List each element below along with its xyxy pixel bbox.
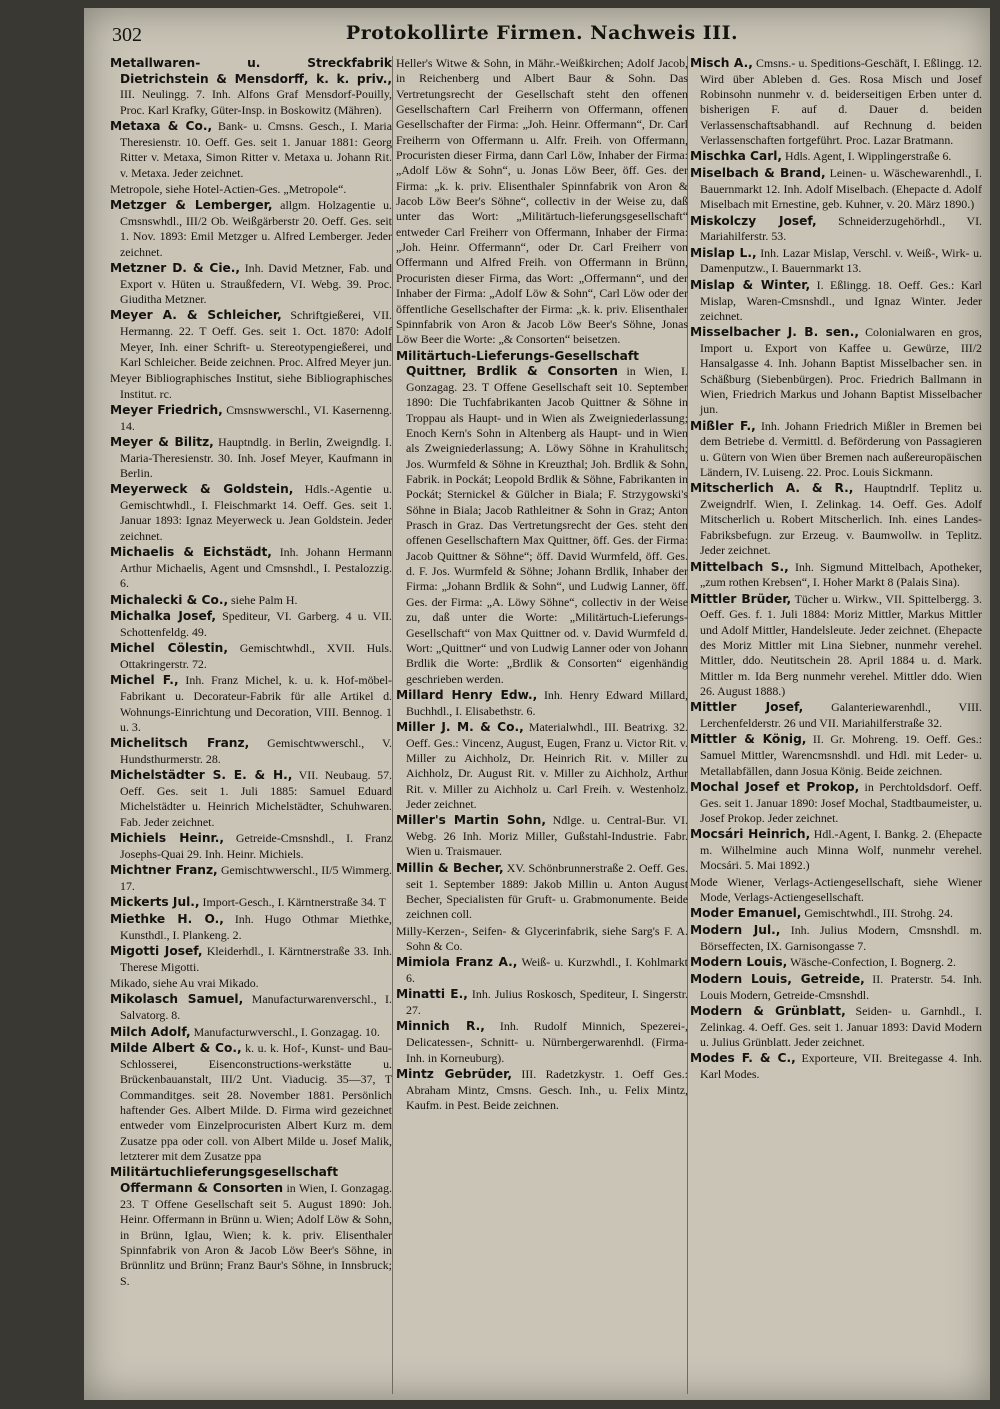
entry-text: Weiß- u. Kurzwhdl., I. Kohlmarkt 6. <box>406 955 688 986</box>
firm-name: Modern & Grünblatt, <box>690 1004 846 1019</box>
entry-text: Milly-Kerzen-, Seifen- & Glycerinfabrik, siehe Sarg's F. A. Sohn & Co. <box>396 923 688 953</box>
entry-text: Kleiderhdl., I. Kärntnerstraße 33. Inh. Therese Migotti. <box>120 944 392 974</box>
firm-name: Minatti E., <box>396 987 468 1002</box>
firm-name: Metallwaren- u. Streckfabrik Dietrichstein & Mensdorff, k. k. priv., <box>110 56 392 86</box>
directory-entry <box>110 119 392 181</box>
directory-entry <box>690 214 982 245</box>
firm-name: Mittler Josef, <box>690 700 804 715</box>
entry-text: Heller's Witwe & Sohn, in Mähr.-Weißkirchen; Adolf Jacob, in Reichenberg und Albert Baur & Sohn. Das Vertretungsrecht der Gesellschaft steht den offenen Gesellschaftern Carl Freiherrn von Offermann, offenen Gesellschafter der Firma: „Joh. Heinr. Offermann“, Dr. Carl Freiherrn von Offermann u. Alfr. Freih. von Offermann, Procuristen dieser Firma, dann Carl Löw, Inhaber der Firma: „Adolf Löw & Sohn“, u. Jonas Löw Beer, öff. Ges. der Firma: „k. k. priv. Elisenthaler Spinnfabrik von Aron & Jacob Löw Beer's Söhne“, collectiv in der Weise zu, daß unter das Wort: „Militärtuch-lieferungsgesellschaft“ entweder Carl Freiherr von Offermann, Inhaber der Firma: „Joh. Heinr. Offermann“, oder Dr. Carl Freiherr von Offermann und Alfred Freih. von Offermann in Brünn, Procuristen dieser Firma, das Wort: „Offermann“, und der Inhaber der Firma: „Adolf Löw & Sohn“, Carl Löw oder der öffentliche Gesellschafter der Firma: „k. k. priv. Elisenthaler Spinnfabrik von Aron & Jacob Löw Beer's Söhne, Jonas Löw Beer die Worte: „& Consorten“ beisetzen. <box>396 56 688 347</box>
directory-entry <box>396 987 688 1018</box>
directory-entry <box>110 308 392 370</box>
firm-name: Mislap L., <box>690 245 757 260</box>
directory-entry <box>690 1004 982 1050</box>
directory-entry <box>690 419 982 481</box>
directory-entry <box>690 592 982 700</box>
firm-name: Michalka Josef, <box>110 609 217 624</box>
entry-text: Hauptndrlf. Teplitz u. Zweigndrlf. Wien, I. Zelinkag. 14. Oeff. Ges. Adolf Mitscherlich u. Robert Mitscherlich. Inh. eines Landes-Fabriksbefugn. zur Erzeug. v. Baumwollw. in Teplitz. Jeder zeichnet. <box>700 481 982 558</box>
firm-name: Miller J. M. & Co., <box>396 719 524 734</box>
directory-entry <box>110 482 392 544</box>
entry-text: Ndlge. u. Central-Bur. VI. Webg. 26 Inh. Moriz Miller, Gußstahl-Industrie. Fabr. Wien u. Traismauer. <box>406 813 688 859</box>
entry-text: Hdl.-Agent, I. Bankg. 2. (Ehepacte m. Wilhelmine auch Minna Wolf, nunmehr verehel. Mocsári. 5. Mai 1892.) <box>700 827 982 873</box>
firm-name: Militärtuch-Lieferungs-Gesellschaft Quittner, Brdlik & Consorten <box>396 348 640 379</box>
entry-text: I. Eßlingg. 18. Oeff. Ges.: Karl Mislap, Waren-Cmsnshdl., und Ignaz Winter. Jeder zeichnet. <box>700 277 982 323</box>
entry-text: Import-Gesch., I. Kärntnerstraße 34. T <box>199 895 386 910</box>
firm-name: Michelstädter S. E. & H., <box>110 768 293 783</box>
firm-name: Mittler & König, <box>690 732 807 747</box>
entry-text: Cmsns.- u. Speditions-Geschäft, I. Eßlingg. 12. Wird über Ableben d. Ges. Rosa Misch und Josef Robinsohn nunmehr v. d. beiderseitigen Erben unter d. bisherigen F. auf d. Dauer d. beiden Verlassenschaftsabhandl. auf Rechnung d. beiden Verlassenschaften fortgeführt. Proc. Lazar Bratmann. <box>700 56 982 148</box>
entry-text: Inh. Sigmund Mittelbach, Apotheker, „zum rothen Krebsen“, I. Hoher Markt 8 (Palais Sina). <box>700 559 982 590</box>
firm-name: Modes F. & C., <box>690 1051 796 1066</box>
firm-name: Miselbach & Brand, <box>690 166 826 181</box>
firm-name: Mimiola Franz A., <box>396 955 518 970</box>
entry-text: III. Neulingg. 7. Inh. Alfons Graf Mensdorf-Pouilly, Proc. Karl Krafky, Güter-Insp. in Boskowitz (Mähren). <box>120 87 392 117</box>
directory-entry <box>110 673 392 735</box>
entry-text: Materialwhdl., III. Beatrixg. 32. Oeff. Ges.: Vincenz, August, Eugen, Franz u. Victor Rit. v. Miller zu Aichholz, Dr. Heinrich Rit. v. Miller zu Aichholz, Dr. August Rit. v. Miller zu Aichholz, Arthur Rit. v. Miller zu Aichholz u. Carl Freih. v. Westenholz. Jeder zeichnet. <box>406 719 688 812</box>
firm-name: Metzner D. & Cie., <box>110 261 241 276</box>
entry-text: Leinen- u. Wäschewarenhdl., I. Bauernmarkt 12. Inh. Adolf Miselbach. (Ehepacte d. Adolf Miselbach mit Ernestine, geb. Kuhner, v. 20. März 1890.) <box>700 166 982 212</box>
directory-entry <box>396 813 688 859</box>
directory-entry <box>690 166 982 212</box>
directory-page <box>84 8 990 1400</box>
firm-name: Mißler F., <box>690 418 756 433</box>
entry-text: Gemischtwhdl., III. Strohg. 24. <box>801 906 954 921</box>
directory-entry <box>690 700 982 731</box>
entry-text: II. Praterstr. 54. Inh. Louis Modern, Getreide-Cmsnshdl. <box>700 971 982 1002</box>
directory-entry <box>690 560 982 591</box>
entry-text: Exporteure, VII. Breitegasse 4. Inh. Karl Modes. <box>700 1051 982 1082</box>
entry-text: in Wien, I. Gonzagag. 23. T Offene Gesellschaft seit 10. September 1890: Die Tuchfabrikanten Jacob Quittner & Söhne in Troppau als Haupt- und in Wien als Zweigniederlassung; Enoch Kern's Sohn in Altenberg als Haupt- und in Wien als Zweigniederlassung; A. Löwy Söhne in Krahulitsch; Jos. Wurmfeld & Söhne in Kreuzthal; Joh. Brdlik & Sohn, Fabrik. in Pockát; Leopold Brdlik & Söhne, Fabrikanten in Pockát; Sternickel & Gülcher in Biala; F. Strzygowski's Söhne in Biala; Jacob Rathleitner & Sohn in Graz; Anton Prasch in Graz. Das Vertretungsrecht der Ges. steht den offenen Gesellschaftern Max Quittner, öff. Ges. der Firma: Jacob Quittner & Söhne“; öff. David Wurmfeld, öff. Ges. d. F. Jos. Wurmfeld & Söhne; Johann Brdlik, Inhaber der Firma: „Johann Brdlik & Sohn“, und Ludwig Lanner, öff. Ges. der Firma: „A. Löwy Söhne“, collectiv in der Weise zu, daß unter die Worte: „Militärtuch-Lieferungs-Gesellschaft“ von Max Quittner od. v. David Wurmfeld d. Wort: „Quittner“ und von Ludwig Lanner oder von Johann Brdlik die Worte: „Brdlik & Consorten“ eigenhändig geschrieben werden. <box>406 364 688 686</box>
entry-text: Inh. Franz Michel, k. u. k. Hof-möbel-Fabrikant u. Decorateur-Fabrik für alle Artikel d. Wohnungs-Einrichtung und Decoration, VIII. Bennog. 1 u. 3. <box>120 673 392 734</box>
directory-entry <box>110 641 392 672</box>
directory-entry <box>690 732 982 778</box>
firm-name: Modern Louis, <box>690 955 788 970</box>
directory-entry <box>110 912 392 943</box>
directory-entry <box>396 1067 688 1113</box>
directory-entry <box>690 972 982 1003</box>
page-header <box>112 22 972 52</box>
firm-name: Milde Albert & Co., <box>110 1041 242 1056</box>
firm-name: Modern Jul., <box>690 923 781 938</box>
firm-name: Mittler Brüder, <box>690 591 792 606</box>
directory-entry <box>110 609 392 640</box>
firm-name: Michtner Franz, <box>110 863 218 878</box>
directory-entry <box>110 593 392 609</box>
entry-text: Hauptndlg. in Berlin, Zweigndlg. I. Maria-Theresienstr. 30. Inh. Josef Meyer, Kaufmann in Berlin. <box>120 434 392 481</box>
directory-entry <box>110 831 392 862</box>
entry-text: Schneiderzugehörhdl., VI. Mariahilferstr. 53. <box>700 213 982 244</box>
directory-entry <box>690 906 982 922</box>
directory-entry <box>110 976 392 991</box>
firm-name: Mittelbach S., <box>690 559 789 574</box>
firm-name: Michaelis & Eichstädt, <box>110 545 272 560</box>
firm-name: Michel F., <box>110 673 179 688</box>
directory-entry <box>110 403 392 434</box>
firm-name: Michelitsch Franz, <box>110 736 250 751</box>
entry-text: Inh. David Metzner, Fab. und Export v. Hüten u. Straußfedern, VI. Webg. 39. Proc. Giuditha Metzner. <box>120 261 392 307</box>
directory-entry <box>690 1051 982 1082</box>
column-divider <box>392 56 393 1394</box>
entry-text: Getreide-Cmsnshdl., I. Franz Josephs-Quai 29. Inh. Heinr. Michiels. <box>120 831 392 861</box>
column-2 <box>396 56 688 1394</box>
column-3 <box>690 56 982 1394</box>
entry-text: Seiden- u. Garnhdl., I. Zelinkag. 4. Oeff. Ges. seit 1. Januar 1893: David Modern u. Julius Grünblatt. Jeder zeichnet. <box>700 1004 982 1050</box>
directory-entry <box>110 944 392 975</box>
entry-text: Metropole, siehe Hotel-Actien-Ges. „Metropole“. <box>110 181 347 196</box>
entry-text: Inh. Lazar Mislap, Verschl. v. Weiß-, Wirk- u. Damenputzw., I. Bauernmarkt 13. <box>700 245 982 276</box>
directory-entry <box>110 736 392 767</box>
entry-text: Manufacturwverschl., I. Gonzagag. 10. <box>190 1024 380 1039</box>
firm-name: Miethke H. O., <box>110 911 224 926</box>
directory-entry <box>690 875 982 906</box>
directory-entry <box>110 992 392 1023</box>
entry-text: Meyer Bibliographisches Institut, siehe Bibliographisches Institut. rc. <box>110 371 392 401</box>
entry-text: Inh. Johann Hermann Arthur Michaelis, Agent und Cmsnshdl., I. Pestalozzig. 6. <box>120 545 392 591</box>
directory-entry <box>690 246 982 277</box>
directory-entry <box>690 923 982 954</box>
directory-entry <box>110 182 392 197</box>
directory-entry <box>110 863 392 894</box>
entry-text: Galanteriewarenhdl., VIII. Lerchenfelderstr. 26 und VII. Mariahilferstraße 32. <box>700 700 982 731</box>
firm-name: Misch A., <box>690 56 753 70</box>
firm-name: Misselbacher J. B. sen., <box>690 325 860 340</box>
entry-text: Gemischtwhdl., XVII. Huls. Ottakringerstr. 72. <box>120 641 392 672</box>
firm-name: Mintz Gebrüder, <box>396 1066 513 1081</box>
firm-name: Millard Henry Edw., <box>396 687 538 702</box>
firm-name: Miller's Martin Sohn, <box>396 813 546 828</box>
page-title: Protokollirte Firmen. Nachweis III. <box>345 22 739 44</box>
directory-entry <box>396 688 688 719</box>
firm-name: Millin & Becher, <box>396 860 504 875</box>
directory-entry <box>110 435 392 481</box>
entry-text: VII. Neubaug. 57. Oeff. Ges. seit 1. Juli 1885: Samuel Eduard Michelstädter u. Heinrich Michelstädter, Schuhwaren. Fab. Jeder zeichnet. <box>120 768 392 829</box>
column-1 <box>110 56 392 1394</box>
entry-text: Wäsche-Confection, I. Bognerg. 2. <box>787 955 956 970</box>
firm-name: Mislap & Winter, <box>690 277 811 292</box>
firm-name: Militärtuchlieferungsgesellschaft Offermann & Consorten <box>110 1165 339 1196</box>
entry-text: Mode Wiener, Verlags-Actiengesellschaft, siehe Wiener Mode, Verlags-Actiengesellschaft. <box>690 874 982 905</box>
entry-text: Mikado, siehe Au vrai Mikado. <box>110 976 259 991</box>
directory-entry <box>396 349 688 687</box>
entry-text: allgm. Holzagentie u. Cmsnswhdl., III/2 Ob. Weißgärberstr 20. Oeff. Ges. seit 1. Nov. 1893: Emil Metzger u. Alfred Lemberger. Jeder zeichnet. <box>120 198 392 259</box>
firm-name: Meyer Friedrich, <box>110 402 223 417</box>
firm-name: Meyer A. & Schleicher, <box>110 308 282 323</box>
firm-name: Meyer & Bilitz, <box>110 434 214 449</box>
directory-entry <box>690 278 982 324</box>
directory-entry <box>110 261 392 307</box>
entry-text: in Perchtoldsdorf. Oeff. Ges. seit 1. Januar 1890: Josef Mochal, Stadtbaumeister, u. Josef Prokop. Jeder zeichnet. <box>700 779 982 825</box>
firm-name: Mickerts Jul., <box>110 895 200 910</box>
firm-name: Moder Emanuel, <box>690 906 802 921</box>
entry-text: Hdls. Agent, I. Wipplingerstraße 6. <box>782 149 952 164</box>
directory-entry <box>110 371 392 402</box>
entry-text: Manufacturwarenverschl., I. Salvatorg. 8. <box>120 992 392 1023</box>
firm-name: Migotti Josef, <box>110 944 203 959</box>
directory-entry <box>110 198 392 260</box>
directory-entry <box>110 1165 392 1289</box>
entry-text: Schriftgießerei, VII. Hermanng. 22. T Oeff. Ges. seit 1. Oct. 1870: Adolf Meyer, Inh. einer Schrift- u. Stereotypengießerei, und Karl Schleicher. Beide zeichnen. Proc. Alfred Meyer jun. <box>120 308 392 369</box>
entry-text: XV. Schönbrunnerstraße 2. Oeff. Ges. seit 1. September 1889: Jakob Millin u. Anton August Becher, Specialisten für Gruft- u. Grabmonumente. Beide zeichnen coll. <box>406 860 688 922</box>
firm-name: Michel Cölestin, <box>110 641 228 656</box>
entry-text: Cmsnswwerschl., VI. Kasernenng. 14. <box>120 402 392 433</box>
entry-text: Spediteur, VI. Garberg. 4 u. VII. Schottenfeldg. 49. <box>120 609 392 640</box>
directory-entry <box>690 325 982 417</box>
entry-text: Tücher u. Wirkw., VII. Spittelbergg. 3. Oeff. Ges. f. 1. Juli 1884: Moriz Mittler, Markus Mittler und Adolf Mittler, Handelsleute. Jeder zeichnet. (Ehepacte des Moriz Mittler mit Lina Siebner, nunmehr verehel. Mittler, ddo. Neutitschein 28. April 1884 u. d. Mark. Mittler m. Ida Berg nunmehr verehel. Mittler ddo. Wien 26. August 1888.) <box>700 591 982 699</box>
entry-text: Inh. Julius Roskosch, Spediteur, I. Singerstr. 27. <box>406 987 688 1018</box>
firm-name: Meyerweck & Goldstein, <box>110 482 294 497</box>
firm-name: Mikolasch Samuel, <box>110 992 244 1007</box>
entry-text: Inh. Julius Modern, Cmsnshdl. m. Börseffecten, IX. Garnisongasse 7. <box>700 923 982 953</box>
firm-name: Minnich R., <box>396 1019 485 1034</box>
entry-text: Inh. Johann Friedrich Mißler in Bremen bei dem Betriebe d. Vermittl. d. Beförderung von Passagieren u. Gütern von Wien über Bremen nach außereuropäischen Ländern, IV. Luiseng. 22. Proc. Louis Sickmann. <box>700 418 982 480</box>
entry-text: II. Gr. Mohreng. 19. Oeff. Ges.: Samuel Mittler, Warencmsnshdl. und Hdl. mit Leder- u. Metallabfällen, dann Josua König. Beide zeichnen. <box>700 732 982 778</box>
firm-name: Michalecki & Co., <box>110 592 229 607</box>
directory-entry <box>396 56 688 348</box>
directory-entry <box>110 56 392 118</box>
firm-name: Mitscherlich A. & R., <box>690 481 854 496</box>
entry-text: Bank- u. Cmsns. Gesch., I. Maria Theresienstr. 10. Oeff. Ges. seit 1. Januar 1881: Georg Ritter v. Metaxa, Simon Ritter v. Metaxa u. Johann Rit. v. Metaxa. Jeder zeichnet. <box>120 119 392 180</box>
directory-entry <box>690 827 982 873</box>
entry-text: Inh. Henry Edward Millard, Buchhdl., I. Elisabethstr. 6. <box>406 687 688 718</box>
directory-entry <box>690 955 982 971</box>
directory-entry <box>396 861 688 923</box>
directory-entry <box>110 1041 392 1164</box>
directory-entry <box>110 545 392 591</box>
entry-text: Gemischtwwerschl., II/5 Wimmerg. 17. <box>120 863 392 893</box>
page-number: 302 <box>112 24 142 46</box>
firm-name: Modern Louis, Getreide, <box>690 971 865 986</box>
directory-entry <box>396 1019 688 1065</box>
firm-name: Milch Adolf, <box>110 1024 191 1039</box>
firm-name: Mischka Carl, <box>690 149 783 164</box>
firm-name: Michiels Heinr., <box>110 831 225 846</box>
entry-text: III. Radetzkystr. 1. Oeff Ges.: Abraham Mintz, Cmsns. Gesch. Inh., u. Felix Mintz, Kaufm. in Pest. Beide zeichnen. <box>406 1066 688 1112</box>
directory-entry <box>110 895 392 911</box>
firm-name: Miskolczy Josef, <box>690 213 817 228</box>
entry-text: siehe Palm H. <box>228 592 298 607</box>
entry-text: in Wien, I. Gonzagag. 23. T Offene Gesellschaft seit 5. August 1890: Joh. Heinr. Offermann in Brünn u. Wien; Adolf Löw & Sohn, in Brünn, Iglau, Wien; k. k. priv. Elisenthaler Spinnfabrik von Aron & Jacob Löw Beer's Söhne, in Brünnlitz und Brünn; Franz Baur's Söhne, in Innsbruck; S. <box>120 1181 392 1288</box>
firm-name: Mochal Josef et Prokop, <box>690 779 860 794</box>
directory-entry <box>690 149 982 165</box>
entry-text: Hdls.-Agentie u. Gemischtwhdl., I. Fleischmarkt 14. Oeff. Ges. seit 1. Januar 1893: Ignaz Meyerweck u. Jean Goldstein. Jeder zeichnet. <box>120 482 392 543</box>
directory-entry <box>396 955 688 986</box>
directory-entry <box>110 1025 392 1041</box>
entry-text: Gemischtwwerschl., V. Hundsthurmerstr. 28. <box>120 736 392 766</box>
directory-entry <box>690 780 982 826</box>
entry-text: Colonialwaren en gros, Import u. Export von Kaffee u. Gewürze, III/2 Hansalgasse 4. Inh. Johann Baptist Misselbacher sen. in Schäßburg (Siebenbürgen). Proc. Friedrich Ballmann in Wien, Friedrich Markus und Johann Baptist Misselbacher jun. <box>700 325 982 417</box>
firm-name: Metaxa & Co., <box>110 119 213 134</box>
directory-entry <box>690 481 982 558</box>
directory-entry <box>396 924 688 955</box>
directory-entry <box>690 56 982 148</box>
directory-entry <box>396 720 688 812</box>
firm-name: Metzger & Lemberger, <box>110 198 273 213</box>
directory-entry <box>110 768 392 830</box>
entry-text: k. u. k. Hof-, Kunst- und Bau-Schlosserei, Eisenconstructions-werkstätte u. Brückenbauanstalt, III/2 Unt. Viaducig. 35—37, T Commanditges. seit 28. November 1881. Persönlich haftender Ges. Albert Milde. D. Firma wird gezeichnet entweder vom Einzelprocuristen Albert Kurz m. dem Zusatze ppa oder coll. von Albert Milde u. Josef Malik, letzterer mit dem Zusatze ppa <box>120 1041 392 1164</box>
entry-text: Inh. Hugo Othmar Miethke, Kunsthdl., I. Plankeng. 2. <box>120 911 392 942</box>
entry-text: Inh. Rudolf Minnich, Spezerei-, Delicatessen-, Schnitt- u. Nürnbergerwarenhdl. (Firma-Inh. in Korneuburg). <box>406 1019 688 1065</box>
firm-name: Mocsári Heinrich, <box>690 827 811 842</box>
